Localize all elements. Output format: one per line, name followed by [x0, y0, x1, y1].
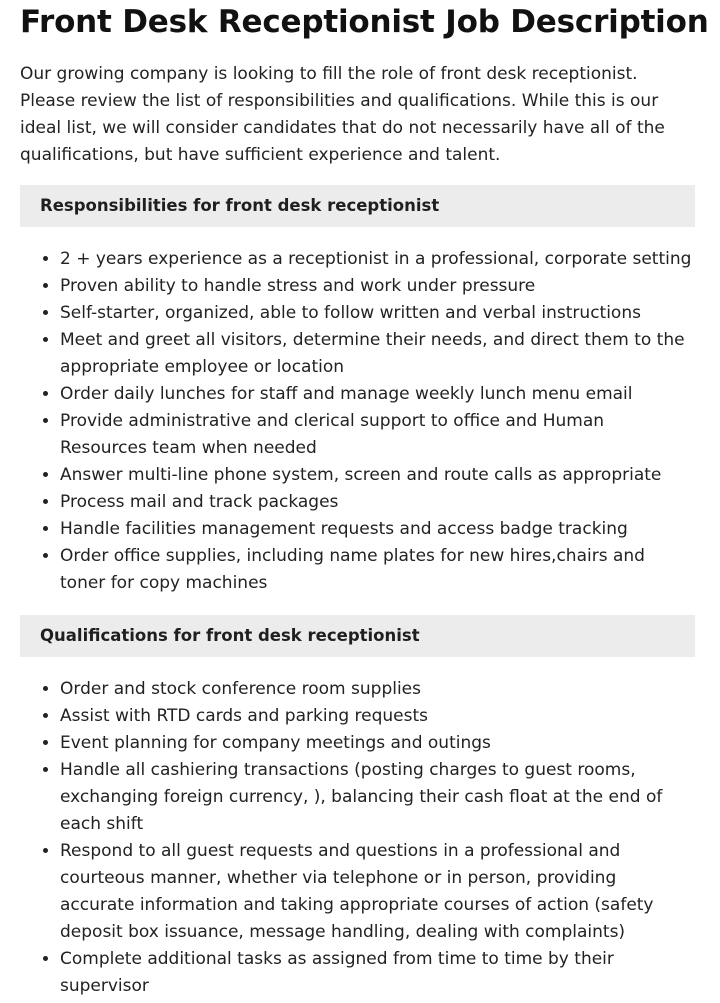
list-item: • 2 + years experience as a receptionist in a professional, corporate setting — [60, 246, 695, 273]
page-title: Front Desk Receptionist Job Description — [20, 4, 709, 40]
qualifications-list — [20, 676, 695, 1000]
list-item: • Process mail and track packages — [60, 489, 695, 516]
qualifications-heading: Qualifications for front desk receptionist — [20, 615, 695, 657]
intro-paragraph: Our growing company is looking to fill the role of front desk receptionist. Please review the list of responsibilities and qualifications. While this is our ideal list, we will consider candidates that do not necessarily have all of the qualifications, but have sufficient experience and talent. — [20, 64, 665, 165]
list-item: • Respond to all guest requests and questions in a professional and courteous manner, whether via telephone or in person, providing accurate information and taking appropriate courses of action (safety deposit box issuance, message handling, dealing with complaints) — [60, 838, 695, 946]
list-item: • Provide administrative and clerical support to office and Human Resources team when needed — [60, 408, 695, 462]
list-item: • Answer multi-line phone system, screen and route calls as appropriate — [60, 462, 695, 489]
list-item: • Order office supplies, including name plates for new hires,chairs and toner for copy machines — [60, 543, 695, 597]
list-item: • Handle all cashiering transactions (posting charges to guest rooms, exchanging foreign currency, ), balancing their cash float at the end of each shift — [60, 757, 695, 838]
list-item: • Order daily lunches for staff and manage weekly lunch menu email — [60, 381, 695, 408]
list-item: • Assist with RTD cards and parking requests — [60, 703, 695, 730]
list-item: • Event planning for company meetings and outings — [60, 730, 695, 757]
list-item: • Self-starter, organized, able to follow written and verbal instructions — [60, 300, 695, 327]
list-item: • Meet and greet all visitors, determine their needs, and direct them to the appropriate employee or location — [60, 327, 695, 381]
list-item: • Order and stock conference room supplies — [60, 676, 695, 703]
responsibilities-list — [20, 246, 695, 597]
list-item: • Complete additional tasks as assigned from time to time by their supervisor — [60, 946, 695, 1000]
list-item: • Handle facilities management requests and access badge tracking — [60, 516, 695, 543]
responsibilities-heading: Responsibilities for front desk receptionist — [20, 185, 695, 227]
list-item: • Proven ability to handle stress and work under pressure — [60, 273, 695, 300]
